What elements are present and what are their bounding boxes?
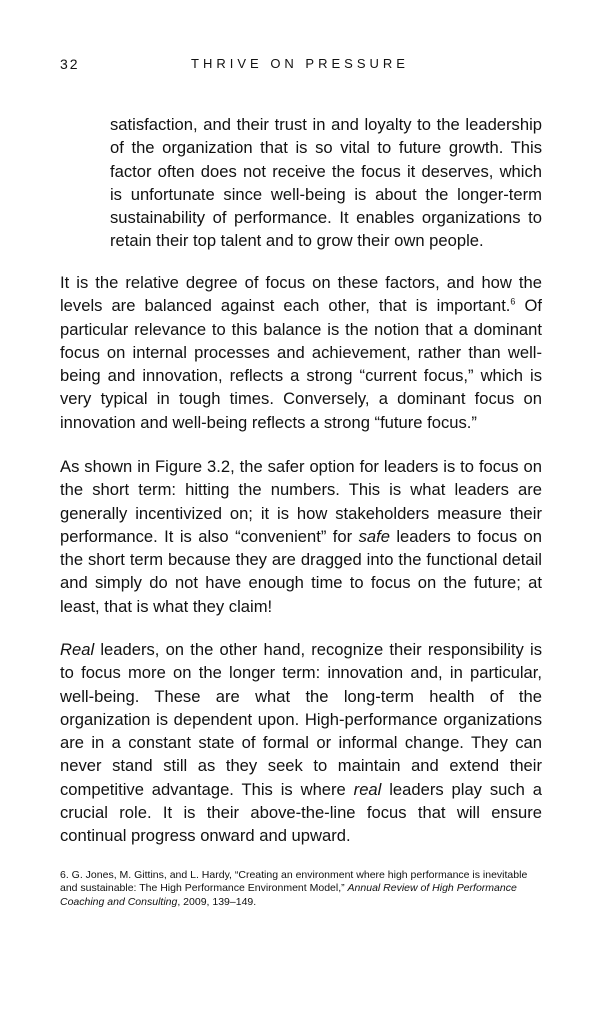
paragraph-real-leaders [60,638,542,848]
indented-paragraph: satisfaction, and their trust in and loyalty to the leadership of the organization that is so vital to future growth. This factor often does not receive the focus it deserves, which is unfortunate since well-being is about the longer-term sustainability of performance. It enables organizations to retain their top talent and to grow their own people. [110,115,542,251]
paragraph-text: As shown in Figure 3.2, the safer option for leaders is to focus on the short term: hitting the numbers. This is what leaders are generally incentivized on; it is how stakeholders measure their performance. It is also “convenient” for [60,457,542,546]
footnote [60,869,542,909]
emphasis-safe: safe [358,526,390,546]
running-head: THRIVE ON PRESSURE [191,56,409,71]
paragraph-relative-degree [60,271,542,434]
emphasis-real-inline: real [353,779,382,799]
paragraph-text: Of particular relevance to this balance is the notion that a dominant focus on internal processes and achievement, rather than well-being and innovation, reflects a strong “current focus,” which is very typical in tough times. Conversely, a dominant focus on innovation and well-being reflects a strong “future focus.” [60,296,542,432]
emphasis-real: Real [60,640,95,659]
page-number: 32 [60,56,80,72]
paragraph-text: It is the relative degree of focus on these factors, and how the levels are balanced against each other, that is important. [60,273,542,316]
footnote-reference: 6 [510,296,516,307]
paragraph-text: leaders, on the other hand, recognize their responsibility is to focus more on the longer term: innovation and, in particular, well-being. These are what the long-term health of the organization is dependent upon. High-performance organizations are in a constant state of formal or informal change. They can never stand still as they seek to maintain and extend their competitive advantage. This is where [60,640,542,799]
paragraph-text: leaders to focus on the short term because they are dragged into the functional detail and simply do not have enough time to focus on the future; at least, that is what they claim! [60,526,542,616]
footnote-journal: Annual Review of High Performance Coaching and Consulting [60,882,517,908]
footnote-text: 6. G. Jones, M. Gittins, and L. Hardy, “Creating an environment where high performance is inevitable and sustainable: The High Performance Environment Model,” [60,869,528,895]
paragraph-text: leaders play such a crucial role. It is their above-the-line focus that will ensure continual progress onward and upward. [60,779,542,846]
footnote-text: , 2009, 139–149. [177,895,257,908]
paragraph-safer-option [60,455,542,618]
